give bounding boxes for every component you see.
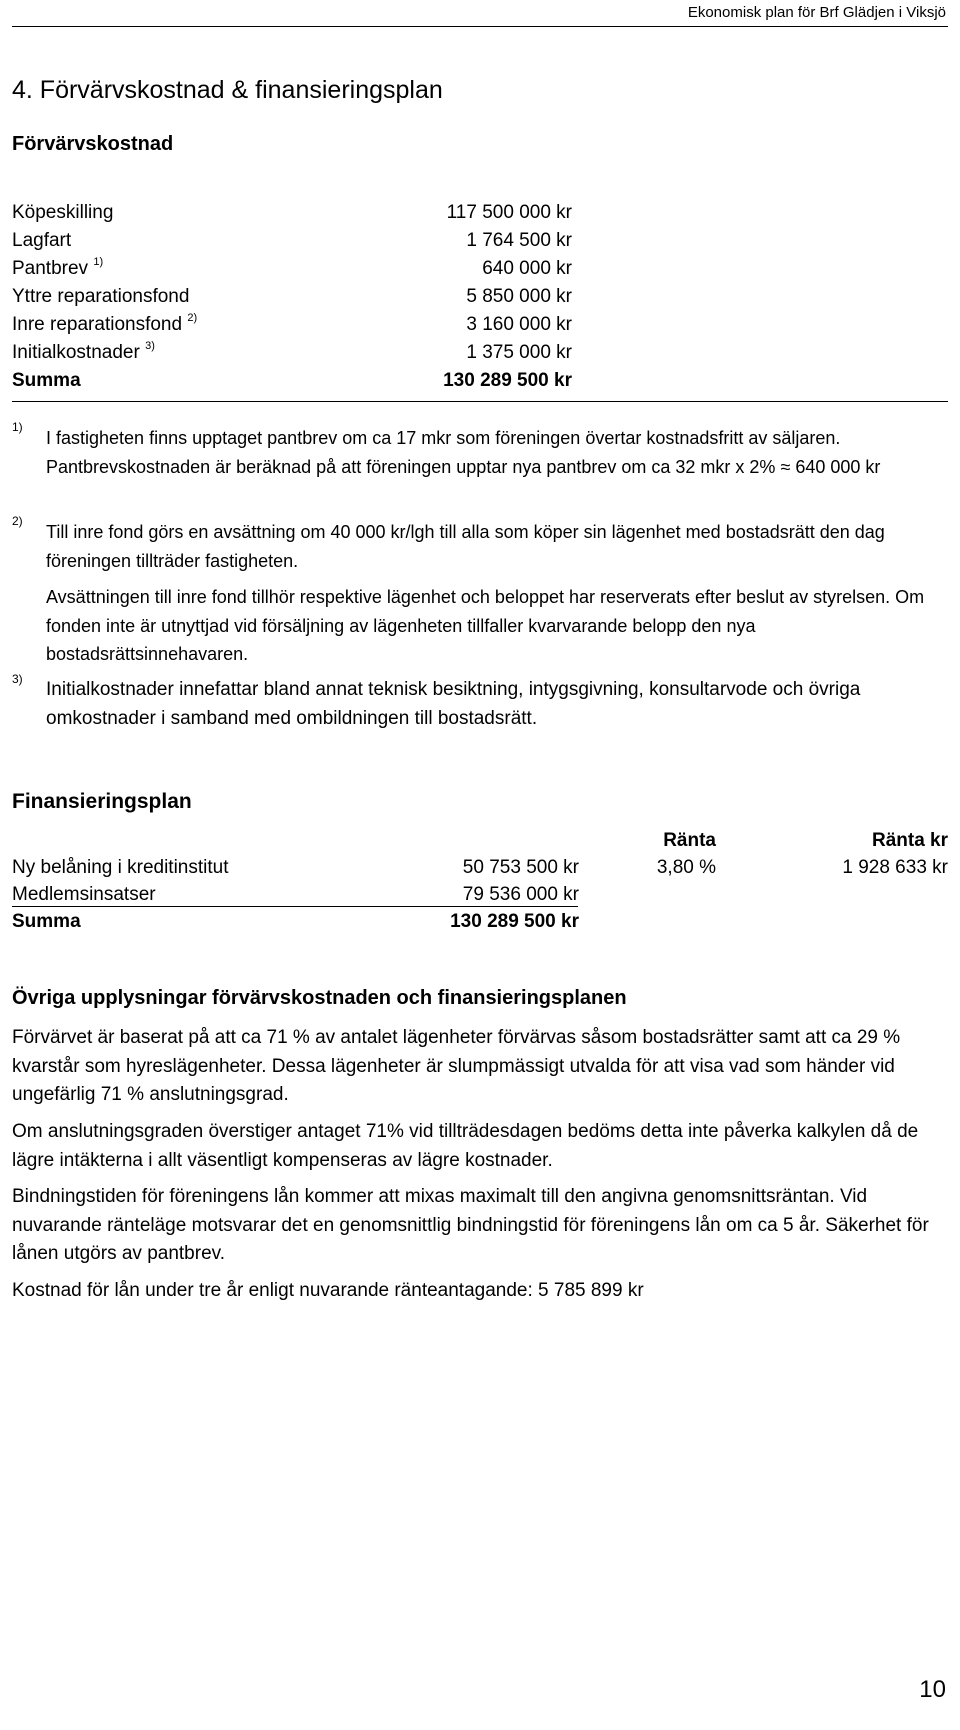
table-row — [12, 311, 197, 339]
footnote-2-text: Till inre fond görs en avsättning om 40 000 kr/lgh till alla som köper sin lägenhet med bostadsrätt den dag föreningen tillträder fastigheten. — [46, 522, 885, 571]
row-value: 3 160 000 kr — [466, 314, 572, 335]
financing-row-amount: 50 753 500 kr — [462, 857, 579, 878]
financing-row-rate: 3,80 % — [656, 857, 716, 878]
financing-total-label: Summa — [12, 911, 81, 932]
row-value: 117 500 000 kr — [446, 202, 572, 223]
table-row — [12, 199, 113, 227]
footnote-mark: 2) — [12, 514, 23, 528]
table-row — [12, 283, 189, 311]
row-label: Pantbrev — [12, 258, 89, 279]
row-label: Yttre reparationsfond — [12, 286, 190, 307]
financing-heading: Finansieringsplan — [12, 790, 192, 813]
row-value: 5 850 000 kr — [466, 286, 572, 307]
footnote-mark: 1) — [12, 420, 23, 434]
footnote-mark: 3) — [12, 672, 23, 686]
financing-total-amount: 130 289 500 kr — [450, 911, 579, 932]
row-label: Lagfart — [12, 230, 72, 251]
footnote-ref: 3) — [145, 339, 155, 352]
row-value: 1 764 500 kr — [466, 230, 572, 251]
section-heading: 4. Förvärvskostnad & finansieringsplan — [12, 76, 443, 104]
total-label: Summa — [12, 370, 81, 391]
document-header-title: Ekonomisk plan för Brf Glädjen i Viksjö — [687, 4, 946, 21]
acquisition-heading: Förvärvskostnad — [12, 133, 174, 155]
other-info-heading: Övriga upplysningar förvärvskostnaden och finansieringsplanen — [12, 987, 627, 1009]
row-label: Inre reparationsfond — [12, 314, 183, 335]
paragraph: Om anslutningsgraden överstiger antaget 71% vid tillträdesdagen bedöms detta inte påverka kalkylen då de lägre intäkterna i allt väsentligt kompenseras av lägre kostnader. — [12, 1121, 919, 1171]
table-row — [12, 255, 103, 283]
financing-row-amount: 79 536 000 kr — [462, 884, 579, 905]
paragraph: Förvärvet är baserat på att ca 71 % av antalet lägenheter förvärvas såsom bostadsrätter samt att ca 29 % kvarstår som hyreslägenheter. Dessa lägenheter är slumpmässigt utvalda för att visa vad som händer vid ungefärlig 71 % anslutningsgrad. — [12, 1027, 901, 1105]
total-value: 130 289 500 kr — [443, 370, 572, 391]
table-row — [12, 227, 71, 255]
column-header-rate-kr: Ränta kr — [871, 830, 948, 851]
column-header-rate: Ränta — [663, 830, 716, 851]
table-divider — [12, 401, 948, 402]
row-value: 640 000 kr — [482, 258, 572, 279]
header-divider — [12, 26, 948, 27]
financing-row-rate-kr: 1 928 633 kr — [842, 857, 948, 878]
footnote-ref: 2) — [187, 311, 198, 324]
row-label: Köpeskilling — [12, 202, 114, 223]
row-label: Initialkostnader — [12, 342, 140, 363]
paragraph: Bindningstiden för föreningens lån kommer att mixas maximalt till den angivna genomsnittsräntan. Vid nuvarande ränteläge motsvarar det en genomsnittlig bindningstid för föreningens lån om ca 5 år. Säkerhet för lånen utgörs av pantbrev. — [12, 1186, 929, 1264]
footnote-1-text: I fastigheten finns upptaget pantbrev om ca 17 mkr som föreningen övertar kostnadsfritt av säljaren. Pantbrevskostnaden är beräknad på att föreningen upptar nya pantbrev om ca 32 mkr x 2% ≈ 640 000 kr — [46, 428, 881, 477]
footnote-3-text: Initialkostnader innefattar bland annat teknisk besiktning, intygsgivning, konsultarvode och övriga omkostnader i samband med ombildningen till bostadsrätt. — [46, 679, 861, 729]
financing-row-label: Medlemsinsatser — [12, 884, 156, 905]
financing-row-label: Ny belåning i kreditinstitut — [12, 857, 229, 878]
row-value: 1 375 000 kr — [466, 342, 572, 363]
footnote-2-continued: Avsättningen till inre fond tillhör respektive lägenhet och beloppet har reserverats efter beslut av styrelsen. Om fonden inte är utnyttjad vid försäljning av lägenheten tillfaller kvarvarande belopp den nya bostadsrättsinnehavaren. — [46, 587, 925, 664]
page-number: 10 — [919, 1676, 946, 1703]
financing-divider — [12, 906, 578, 907]
table-row — [12, 339, 155, 367]
paragraph: Kostnad för lån under tre år enligt nuvarande ränteantagande: 5 785 899 kr — [12, 1280, 644, 1301]
footnote-ref: 1) — [93, 255, 104, 268]
